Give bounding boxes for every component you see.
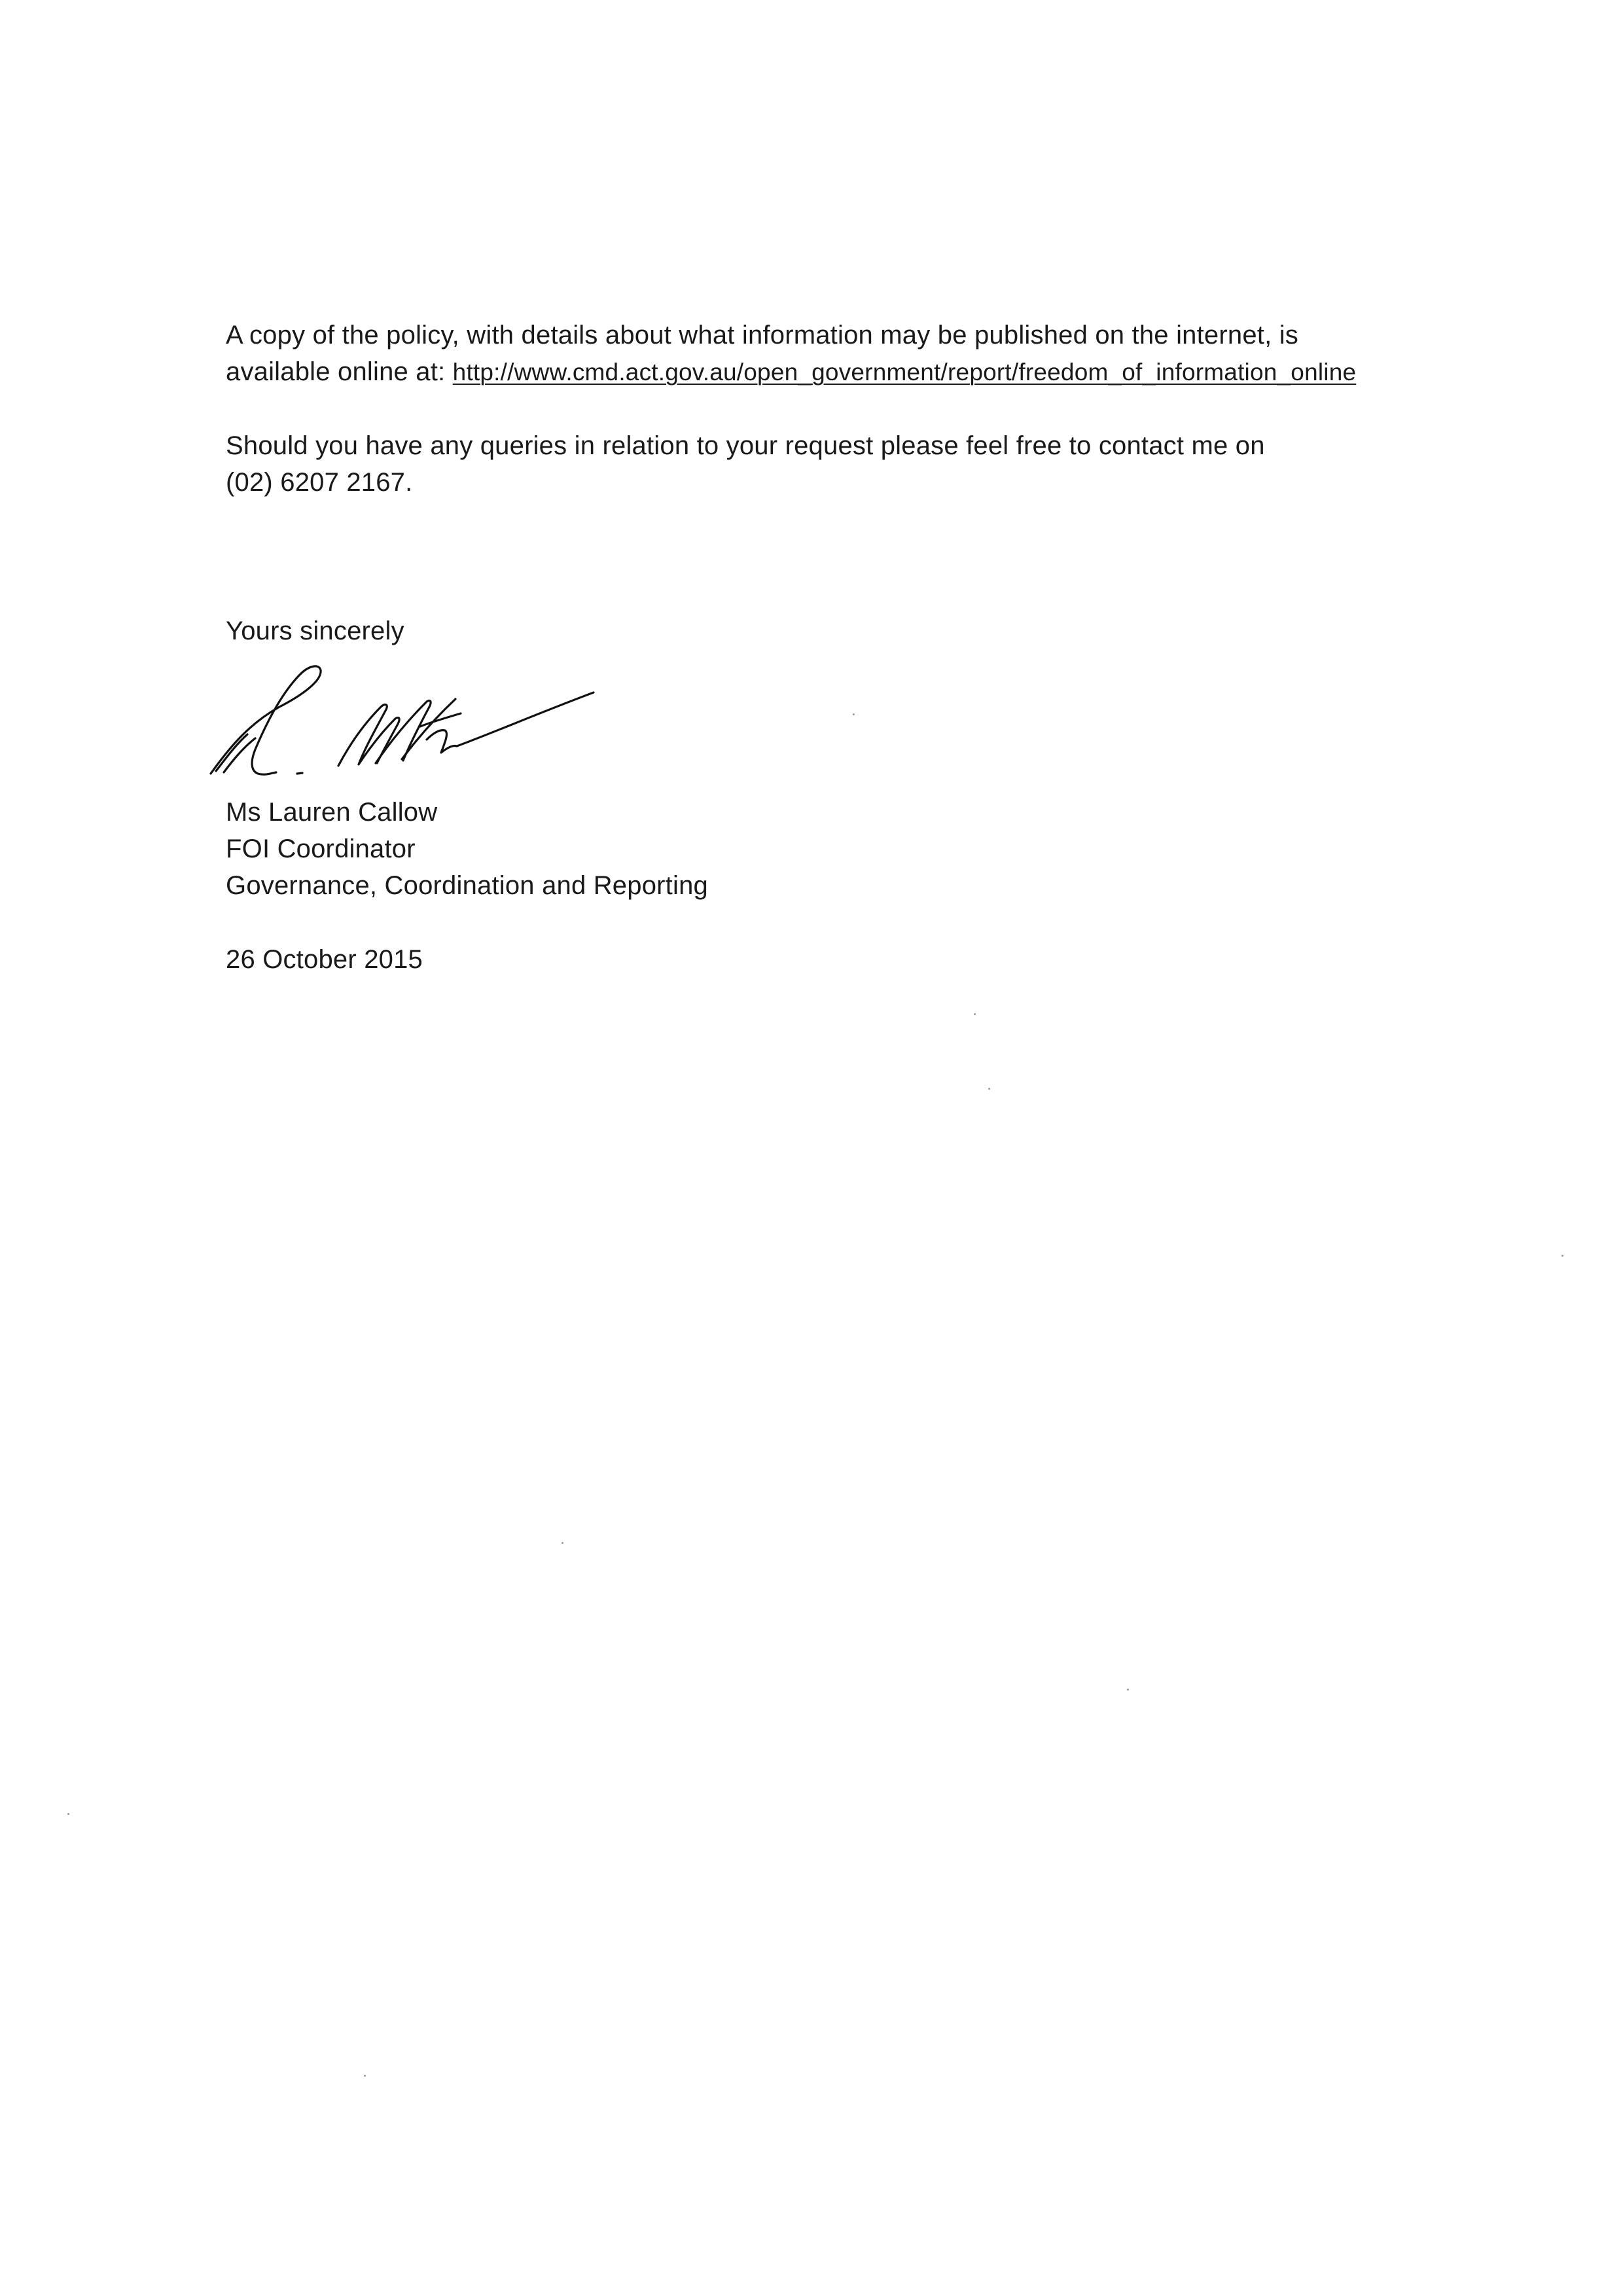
scan-speck [562, 1542, 563, 1544]
scan-speck [1561, 1255, 1563, 1257]
policy-line-1: A copy of the policy, with details about what information may be published on the internet, is [226, 321, 1298, 350]
scan-speck [974, 1013, 976, 1015]
scan-speck [853, 713, 855, 715]
contact-line-1: Should you have any queries in relation to your request please feel free to contact me on [226, 431, 1265, 460]
contact-paragraph [226, 427, 1265, 501]
handwritten-signature [204, 661, 610, 785]
scan-speck [364, 2075, 366, 2077]
policy-paragraph [226, 317, 1356, 391]
policy-line-2-prefix: available online at: [226, 357, 453, 386]
signatory-title: FOI Coordinator [226, 834, 416, 863]
signatory-unit: Governance, Coordination and Reporting [226, 871, 708, 900]
foi-policy-link[interactable]: http://www.cmd.act.gov.au/open_government/report/freedom_of_information_online [452, 359, 1357, 386]
contact-phone: (02) 6207 2167. [226, 468, 413, 497]
scan-speck [988, 1088, 990, 1090]
signatory-name: Ms Lauren Callow [226, 798, 438, 827]
letter-date: 26 October 2015 [226, 945, 423, 974]
signatory-block [226, 794, 708, 904]
scan-speck [1127, 1689, 1129, 1691]
scan-speck [67, 1813, 69, 1815]
policy-line-2 [226, 353, 1356, 391]
closing-salutation: Yours sincerely [226, 617, 404, 645]
